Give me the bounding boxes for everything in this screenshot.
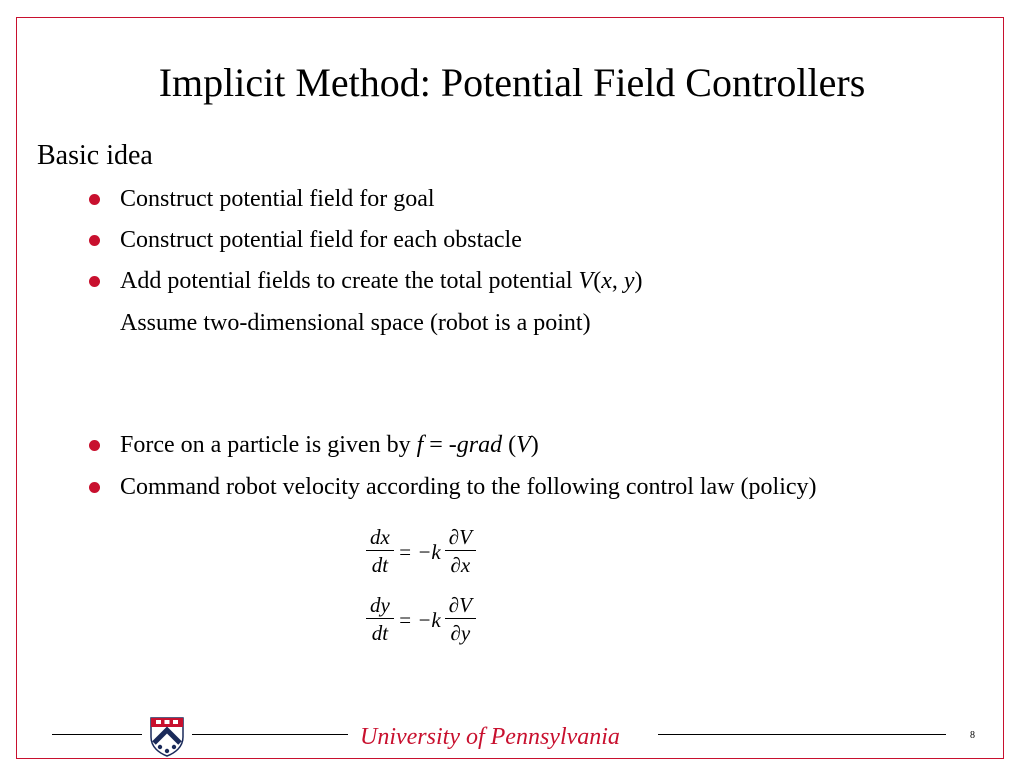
fraction-dx-dt [366, 524, 394, 579]
fraction-dV-dx [445, 524, 476, 579]
fraction-dV-dy [445, 592, 476, 647]
bullet-dot-icon [89, 440, 100, 451]
bullet-dot-icon [89, 194, 100, 205]
slide-frame [16, 17, 1004, 759]
bullet-dot-icon [89, 276, 100, 287]
eq2-rhs-num: ∂V [448, 593, 472, 617]
bullet-dot-icon [89, 235, 100, 246]
bullet-item-3: Add potential fields to create the total potential V(x, y) [120, 268, 643, 294]
footer-rule-left [52, 734, 142, 735]
bullet-4-text: Force on a particle is given by [120, 432, 417, 458]
page-number: 8 [970, 730, 975, 741]
grad-V: V [516, 432, 531, 458]
var-y: y [623, 268, 635, 294]
slide-title: Implicit Method: Potential Field Controllers [158, 60, 866, 105]
grad-word: grad [456, 432, 503, 458]
bullet-3-text: Add potential fields to create the total potential [120, 268, 579, 294]
assume-text: Assume two-dimensional space (robot is a point) [120, 310, 591, 336]
fraction-dy-dt [366, 592, 394, 647]
equation-dx-dt [366, 524, 476, 579]
eq1-lhs-den: dt [371, 553, 389, 577]
equation-dy-dt [366, 592, 476, 647]
eq2-lhs-den: dt [371, 621, 389, 645]
eq2-rhs-den: ∂y [450, 621, 471, 645]
force-f: f [416, 432, 424, 458]
footer-rule-right [658, 734, 946, 735]
var-x: x [601, 268, 612, 294]
equals-minus: = - [423, 432, 457, 458]
penn-shield-icon [147, 715, 187, 757]
section-heading: Basic idea [37, 140, 153, 171]
bullet-item-5: Command robot velocity according to the following control law (policy) [120, 474, 817, 500]
bullet-dot-icon [89, 482, 100, 493]
eq2-op: = −k [397, 607, 441, 632]
eq1-rhs-den: ∂x [450, 553, 471, 577]
bullet-item-2: Construct potential field for each obstacle [120, 227, 522, 253]
bullet-item-4: Force on a particle is given by f = -grad (V) [120, 432, 539, 458]
university-name: University of Pennsylvania [360, 724, 620, 750]
eq1-op: = −k [397, 539, 441, 564]
footer-rule-middle [192, 734, 348, 735]
eq1-lhs-num: dx [370, 525, 390, 549]
eq2-lhs-num: dy [370, 593, 390, 617]
bullet-item-1: Construct potential field for goal [120, 186, 435, 212]
eq1-rhs-num: ∂V [448, 525, 472, 549]
potential-V: V [578, 268, 594, 294]
